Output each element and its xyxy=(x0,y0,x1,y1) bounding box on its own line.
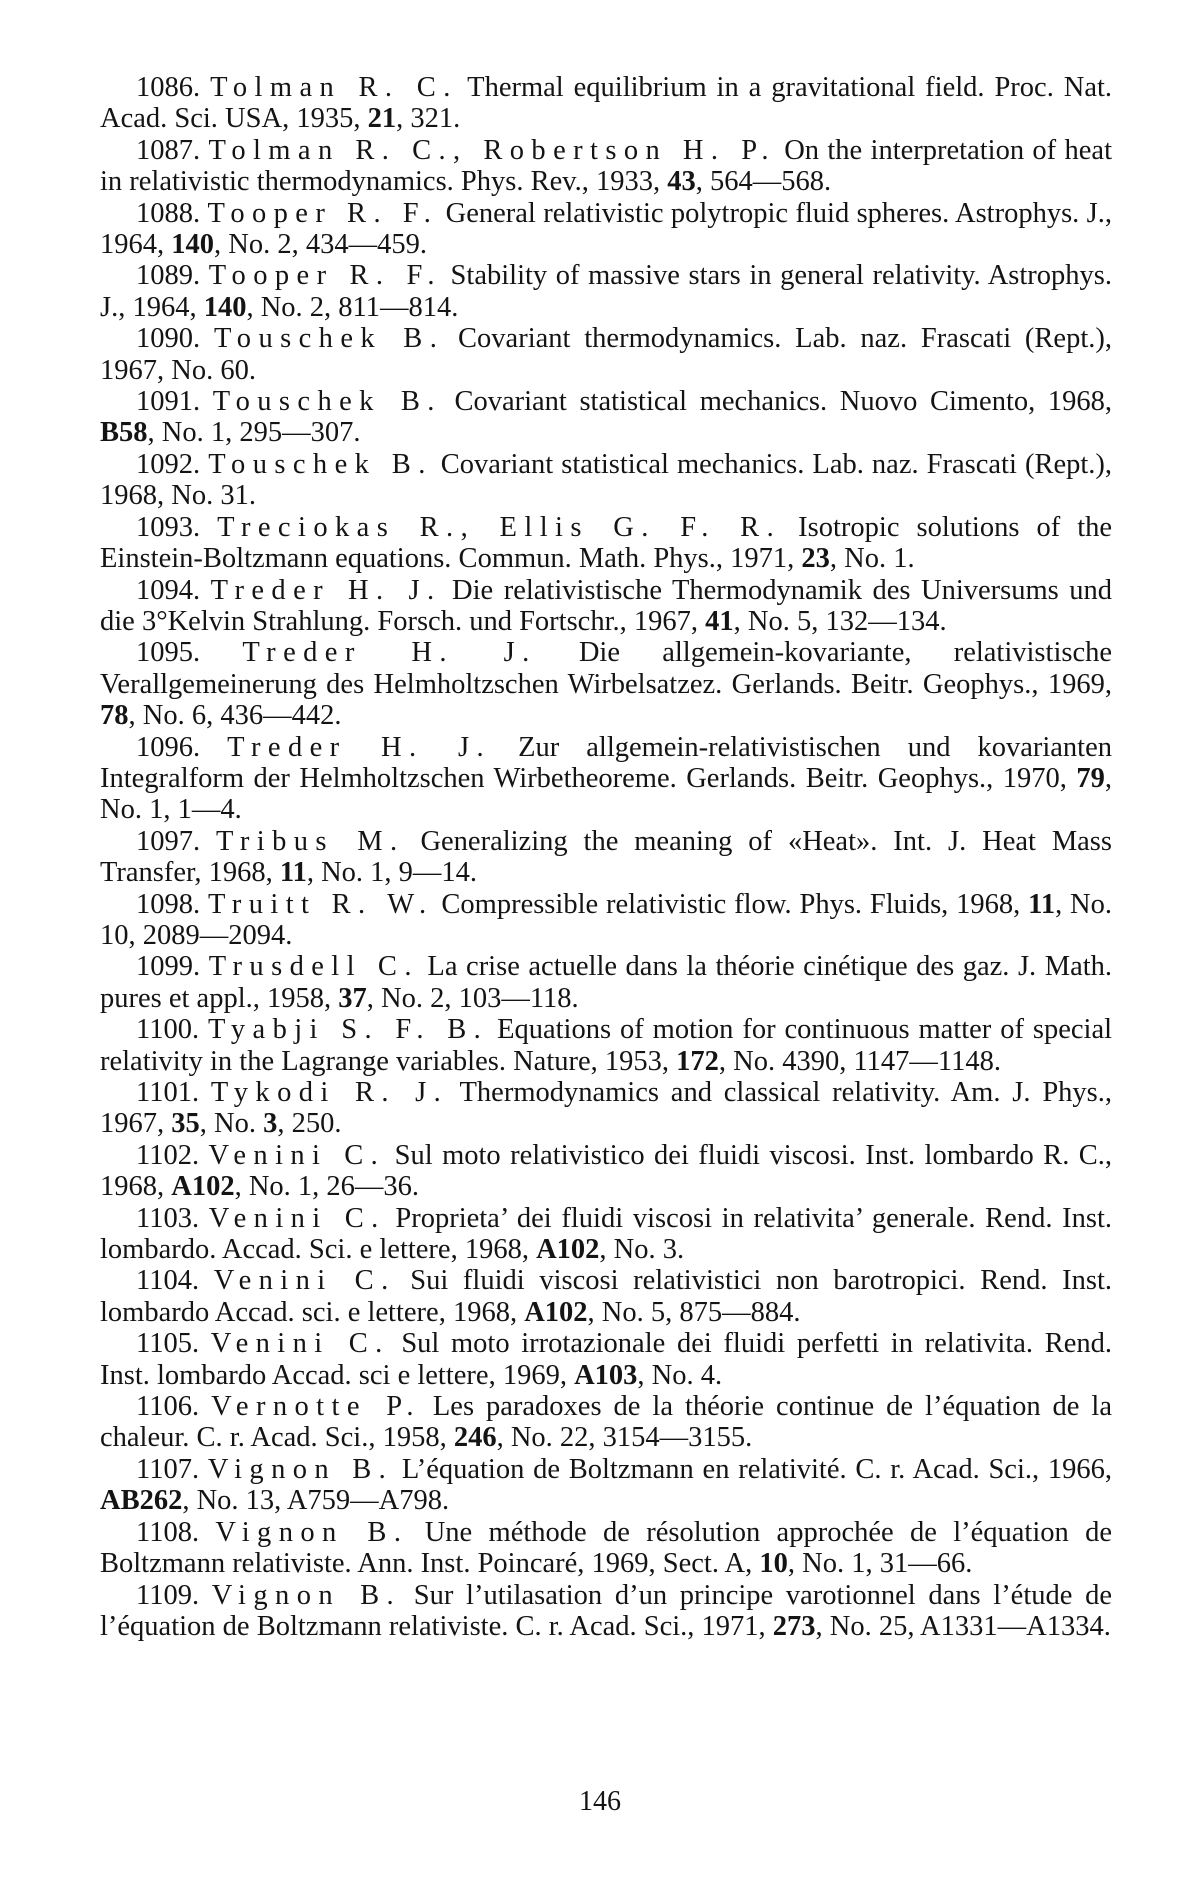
reference-entry xyxy=(100,512,1112,575)
reference-entry xyxy=(100,1014,1112,1077)
reference-text: , No. 2, 434—459. xyxy=(214,229,427,261)
reference-text: , No. 4390, 1147—1148. xyxy=(718,1045,1001,1077)
reference-text: Sur l’utilasation d’un principe varotionnel dans l’étude de l’équation de Boltzmann relativiste. C. r. Acad. Sci., 1971, xyxy=(100,1579,1112,1642)
reference-entry xyxy=(100,951,1112,1014)
reference-author: Treder H. J. xyxy=(242,637,537,669)
reference-text: , No. 22, 3154—3155. xyxy=(496,1422,753,1454)
reference-volume: 246 xyxy=(453,1422,497,1454)
reference-number: 1099. xyxy=(136,951,201,983)
reference-text: Thermal equilibrium in a gravitational field. Proc. Nat. Acad. Sci. USA, 1935, xyxy=(100,72,1113,135)
reference-volume: AB262 xyxy=(100,1485,183,1517)
reference-author: Vignon B. xyxy=(207,1453,394,1485)
reference-number: 1094. xyxy=(136,574,201,606)
reference-entry xyxy=(100,72,1112,135)
reference-number: 1108. xyxy=(136,1516,200,1548)
reference-entry xyxy=(100,1265,1112,1328)
reference-text: , 321. xyxy=(396,103,461,135)
reference-volume: 3 xyxy=(263,1108,278,1140)
reference-text: , No. 5, 132—134. xyxy=(733,605,947,637)
reference-entry xyxy=(100,386,1112,449)
reference-author: Truitt R. W. xyxy=(207,888,434,920)
reference-entry xyxy=(100,1454,1112,1517)
reference-volume: 273 xyxy=(772,1610,816,1642)
reference-volume: 140 xyxy=(203,291,247,323)
reference-number: 1101. xyxy=(136,1077,200,1108)
reference-text: , No. 6, 436—442. xyxy=(128,700,342,732)
reference-entry xyxy=(100,1328,1112,1391)
reference-number: 1092. xyxy=(136,448,201,480)
reference-number: 1100. xyxy=(136,1014,200,1046)
reference-author: Vignon B. xyxy=(215,1516,409,1548)
reference-author: Touschek B. xyxy=(208,448,433,480)
reference-volume: 10 xyxy=(759,1548,788,1580)
reference-entry xyxy=(100,260,1112,323)
reference-text: , No. 1. xyxy=(829,543,915,575)
reference-volume: 21 xyxy=(367,103,397,135)
reference-text: General relativistic polytropic fluid spheres. Astrophys. J., 1964, xyxy=(100,197,1112,261)
reference-text: , No. 4. xyxy=(637,1359,723,1391)
reference-text: , 564—568. xyxy=(695,166,832,198)
reference-number: 1109. xyxy=(136,1579,200,1611)
reference-text: Thermodynamics and classical relativity. Am. J. Phys., 1967, xyxy=(100,1077,1113,1140)
reference-number: 1091. xyxy=(136,386,201,418)
reference-entry xyxy=(100,1517,1112,1580)
reference-text: Die allgemein-kovariante, relativistische Verallgemeinerung des Helmholtzschen Wirbelsatzez. Gerlands. Beitr. Geophys., 1969, xyxy=(100,637,1112,700)
reference-number: 1106. xyxy=(136,1391,200,1423)
reference-volume: 41 xyxy=(705,605,734,637)
reference-text: , No. 25, A1331—A1334. xyxy=(815,1610,1111,1642)
reference-number: 1086. xyxy=(136,72,201,103)
reference-text: , No. 1, 31—66. xyxy=(787,1548,973,1580)
reference-author: Tribus M. xyxy=(216,825,405,857)
reference-entry xyxy=(100,889,1112,952)
reference-number: 1095. xyxy=(136,637,201,669)
reference-author: Tolman R. C. xyxy=(210,72,458,103)
reference-list xyxy=(100,72,1112,1642)
reference-text: Proprieta’ dei fluidi viscosi in relativita’ generale. Rend. Inst. lombardo. Accad. Sci. e lettere, 1968, xyxy=(100,1202,1113,1266)
reference-number: 1088. xyxy=(136,197,201,229)
reference-author: Treder H. J. xyxy=(210,574,442,606)
reference-text: Une méthode de résolution approchée de l’équation de Boltzmann relativiste. Ann. Inst. Poincaré, 1969, Sect. A, xyxy=(100,1516,1112,1580)
reference-number: 1087. xyxy=(136,134,201,166)
reference-author: Venini C. xyxy=(210,1328,390,1360)
reference-volume: A103 xyxy=(574,1359,638,1391)
reference-text: , No. 13, A759—A798. xyxy=(182,1485,450,1517)
reference-text: L’équation de Boltzmann en relativité. C. r. Acad. Sci., 1966, xyxy=(393,1453,1112,1485)
reference-entry xyxy=(100,1077,1112,1140)
reference-text: , 250. xyxy=(277,1108,342,1140)
reference-author: Vignon B. xyxy=(211,1579,402,1611)
reference-entry xyxy=(100,1580,1112,1643)
reference-author: Vernotte P. xyxy=(211,1391,421,1423)
reference-volume: A102 xyxy=(171,1171,235,1203)
reference-text: Equations of motion for continuous matter of special relativity in the Lagrange variables. Nature, 1953, xyxy=(100,1014,1113,1077)
reference-text: , No. 2, 811—814. xyxy=(246,291,459,323)
reference-text: , No. 2, 103—118. xyxy=(366,982,579,1014)
reference-text: , No. 1, 295—307. xyxy=(147,417,361,449)
reference-text: , No. 5, 875—884. xyxy=(587,1296,801,1328)
reference-entry xyxy=(100,323,1112,386)
reference-author: Tolman R. C., Robertson H. P. xyxy=(208,134,776,166)
reference-author: Venini C. xyxy=(208,1139,386,1171)
reference-entry xyxy=(100,1140,1112,1203)
reference-text: Isotropic solutions of the Einstein-Boltzmann equations. Commun. Math. Phys., 1971, xyxy=(100,511,1113,575)
reference-volume: 78 xyxy=(100,700,129,732)
reference-author: Tyabji S. F. B. xyxy=(208,1014,489,1046)
reference-text: La crise actuelle dans la théorie cinétique des gaz. J. Math. pures et appl., 1958, xyxy=(100,951,1113,1014)
reference-volume: 79 xyxy=(1076,762,1105,794)
reference-author: Treder H. J. xyxy=(227,731,492,763)
reference-text: Compressible relativistic flow. Phys. Fluids, 1968, xyxy=(433,888,1029,920)
reference-volume: 43 xyxy=(667,166,696,198)
reference-volume: 11 xyxy=(1028,888,1056,920)
reference-entry xyxy=(100,575,1112,638)
reference-entry xyxy=(100,449,1112,512)
reference-entry xyxy=(100,732,1112,826)
reference-text: , No. 1, 26—36. xyxy=(234,1171,420,1203)
reference-author: Touschek B. xyxy=(213,323,445,355)
reference-text: On the interpretation of heat in relativistic thermodynamics. Phys. Rev., 1933, xyxy=(100,134,1112,198)
reference-text: Covariant statistical mechanics. Lab. naz. Frascati (Rept.), 1968, No. 31. xyxy=(100,448,1113,512)
reference-author: Tykodi R. J. xyxy=(210,1077,449,1108)
reference-volume: 140 xyxy=(171,229,214,261)
reference-volume: B58 xyxy=(100,417,148,449)
reference-number: 1105. xyxy=(136,1328,200,1360)
reference-entry xyxy=(100,1203,1112,1266)
reference-text: Die relativistische Thermodynamik des Universums und die 3°Kelvin Strahlung. Forsch. und Fortschr., 1967, xyxy=(100,574,1113,637)
reference-text: Generalizing the meaning of «Heat». Int. J. Heat Mass Transfer, 1968, xyxy=(100,825,1112,889)
reference-number: 1103. xyxy=(136,1202,200,1234)
page-number: 146 xyxy=(579,1786,621,1817)
reference-volume: 37 xyxy=(338,982,367,1014)
reference-number: 1089. xyxy=(136,260,201,292)
reference-number: 1097. xyxy=(136,825,201,857)
reference-volume: A102 xyxy=(524,1296,588,1328)
reference-text: , No. xyxy=(199,1108,264,1140)
reference-text: Les paradoxes de la théorie continue de l’équation de la chaleur. C. r. Acad. Sci., 1958, xyxy=(100,1391,1112,1454)
reference-number: 1093. xyxy=(136,511,201,543)
reference-text: Covariant thermodynamics. Lab. naz. Frascati (Rept.), 1967, No. 60. xyxy=(100,323,1112,386)
reference-text: Sul moto irrotazionale dei fluidi perfetti in relativita. Rend. Inst. lombardo Accad. sci e lettere, 1969, xyxy=(100,1328,1112,1391)
reference-volume: 11 xyxy=(279,857,307,889)
reference-text: Sui fluidi viscosi relativistici non barotropici. Rend. Inst. lombardo Accad. sci. e lettere, 1968, xyxy=(100,1265,1113,1328)
reference-author: Touschek B. xyxy=(212,386,442,418)
reference-text: , No. 1, 1—4. xyxy=(100,762,1112,826)
reference-number: 1104. xyxy=(136,1265,200,1297)
reference-author: Tooper R. F. xyxy=(207,197,439,229)
reference-text: , No. 3. xyxy=(599,1234,685,1266)
reference-entry xyxy=(100,826,1112,889)
reference-author: Venini C. xyxy=(208,1202,386,1234)
reference-volume: A102 xyxy=(536,1234,600,1266)
reference-entry xyxy=(100,198,1112,261)
reference-author: Venini C. xyxy=(213,1265,396,1297)
reference-number: 1102. xyxy=(136,1139,200,1171)
reference-text: Covariant statistical mechanics. Nuovo Cimento, 1968, xyxy=(441,386,1112,418)
reference-author: Tooper R. F. xyxy=(208,260,442,292)
reference-volume: 172 xyxy=(676,1045,719,1077)
reference-number: 1098. xyxy=(136,888,201,920)
reference-text: Sul moto relativistico dei fluidi viscosi. Inst. lombardo R. C., 1968, xyxy=(100,1139,1113,1203)
reference-author: Trusdell C. xyxy=(208,951,419,983)
reference-number: 1096. xyxy=(136,731,201,763)
reference-text: , No. 10, 2089—2094. xyxy=(100,888,1113,951)
reference-text: Zur allgemein-relativistischen und kovarianten Integralform der Helmholtzschen Wirbetheoreme. Gerlands. Beitr. Geophys., 1970, xyxy=(100,731,1113,794)
reference-text: Stability of massive stars in general relativity. Astrophys. J., 1964, xyxy=(100,260,1112,323)
reference-entry xyxy=(100,637,1112,731)
reference-number: 1090. xyxy=(136,323,201,355)
reference-entry xyxy=(100,135,1112,198)
reference-entry xyxy=(100,1391,1112,1454)
reference-volume: 35 xyxy=(171,1108,200,1140)
reference-text: , No. 1, 9—14. xyxy=(306,857,478,889)
reference-number: 1107. xyxy=(136,1453,200,1485)
reference-author: Treciokas R., Ellis G. F. R. xyxy=(217,511,782,543)
reference-volume: 23 xyxy=(801,543,830,575)
